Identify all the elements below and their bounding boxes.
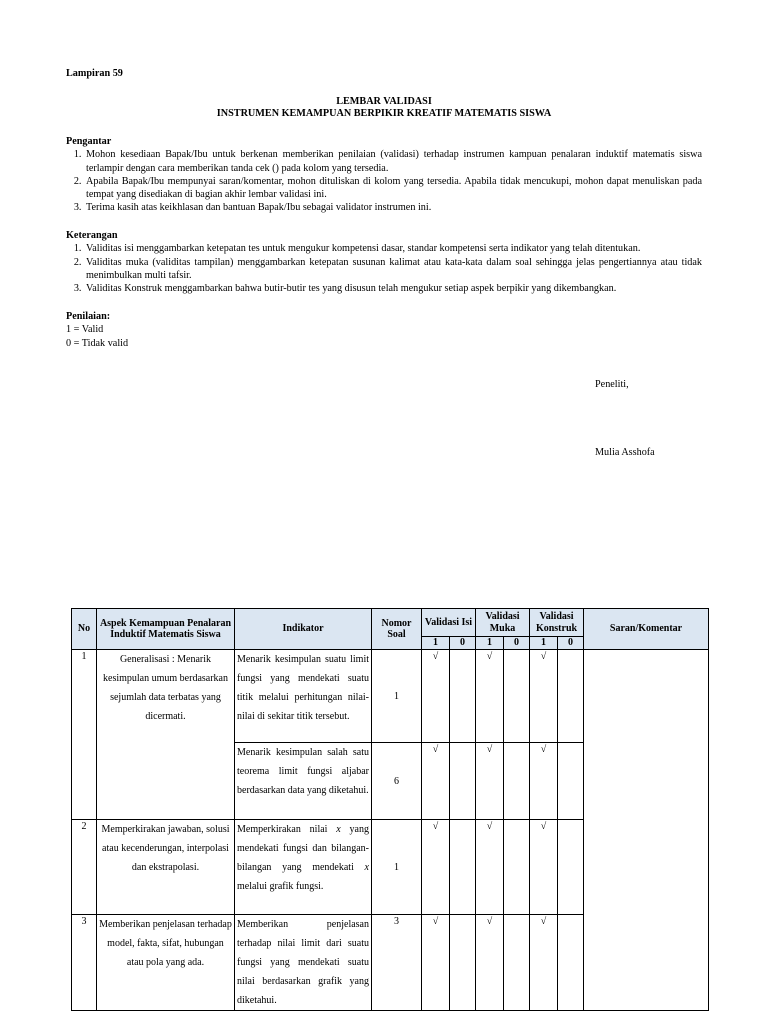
indikator-cell: Menarik kesimpulan salah satu teorema limit fungsi aljabar berdasarkan data yang diketahui. [235, 743, 372, 820]
aspek-cell: Memberikan penjelasan terhadap model, fakta, sifat, hubungan atau pola yang ada. [97, 915, 235, 1011]
row-number: 3 [72, 915, 97, 1011]
check-cell[interactable]: √ [476, 650, 504, 743]
header-score-0: 0 [450, 637, 476, 650]
header-validasi-isi: Validasi Isi [422, 609, 476, 637]
attachment-label: Lampiran 59 [66, 68, 123, 79]
variable-x: x [364, 862, 369, 873]
list-item: 1. Mohon kesediaan Bapak/Ibu untuk berkenan memberikan penilaian (validasi) terhadap instrumen kampuan penalaran induktif matematis siswa terlampir dengan cara memberikan tanda cek () pada kolom yang tersedia. [84, 148, 702, 175]
row-number: 1 [72, 650, 97, 820]
empty-cell[interactable] [504, 915, 530, 1011]
empty-cell[interactable] [504, 650, 530, 743]
row-number: 2 [72, 820, 97, 915]
nomor-soal-cell: 3 [372, 915, 422, 1011]
check-cell[interactable]: √ [530, 820, 558, 915]
nomor-soal-cell: 1 [372, 650, 422, 743]
pengantar-heading: Pengantar [66, 136, 112, 147]
header-aspek: Aspek Kemampuan Penalaran Induktif Matematis Siswa [97, 609, 235, 650]
empty-cell[interactable] [450, 650, 476, 743]
indikator-text: Memperkirakan nilai [237, 824, 337, 835]
nomor-soal-cell: 1 [372, 820, 422, 915]
header-score-0: 0 [558, 637, 584, 650]
header-validasi-konstruk: Validasi Konstruk [530, 609, 584, 637]
document-title: LEMBAR VALIDASI [336, 96, 432, 107]
table-row [72, 650, 709, 743]
validation-table [71, 608, 709, 1011]
header-score-1: 1 [476, 637, 504, 650]
check-cell[interactable]: √ [476, 820, 504, 915]
header-score-0: 0 [504, 637, 530, 650]
check-cell[interactable]: √ [476, 743, 504, 820]
empty-cell[interactable] [504, 820, 530, 915]
indikator-cell: Menarik kesimpulan suatu limit fungsi yang mendekati suatu titik melalui perhitungan nilai-nilai di sekitar titik tersebut. [235, 650, 372, 743]
check-cell[interactable]: √ [422, 743, 450, 820]
indikator-text: melalui grafik fungsi. [237, 881, 324, 892]
aspek-cell: Memperkirakan jawaban, solusi atau kecenderungan, interpolasi dan ekstrapolasi. [97, 820, 235, 915]
pengantar-section [66, 135, 702, 215]
check-cell[interactable]: √ [530, 915, 558, 1011]
check-cell[interactable]: √ [530, 650, 558, 743]
check-cell[interactable]: √ [422, 650, 450, 743]
nomor-soal-cell: 6 [372, 743, 422, 820]
list-item: 2. Validitas muka (validitas tampilan) menggambarkan ketepatan susunan kalimat atau kata-kata dalam soal sehingga jelas pengertiannya atau tidak menimbulkan multi tafsir. [84, 256, 702, 283]
indikator-cell: Memberikan penjelasan terhadap nilai limit dari suatu fungsi yang mendekati suatu nilai berdasarkan grafik yang diketahui. [235, 915, 372, 1011]
penilaian-section [66, 310, 702, 350]
keterangan-section [66, 229, 702, 295]
list-item: 1. Validitas isi menggambarkan ketepatan tes untuk mengukur kompetensi dasar, standar kompetensi serta indikator yang telah ditentukan. [84, 242, 702, 255]
header-score-1: 1 [530, 637, 558, 650]
check-cell[interactable]: √ [530, 743, 558, 820]
keterangan-heading: Keterangan [66, 230, 118, 241]
list-item: 3. Terima kasih atas keikhlasan dan bantuan Bapak/Ibu sebagai validator instrumen ini. [84, 201, 702, 214]
penilaian-heading: Penilaian: [66, 311, 111, 322]
header-no: No [72, 609, 97, 650]
empty-cell[interactable] [558, 743, 584, 820]
empty-cell[interactable] [558, 820, 584, 915]
document-subtitle: INSTRUMEN KEMAMPUAN BERPIKIR KREATIF MATEMATIS SISWA [216, 108, 552, 119]
empty-cell[interactable] [558, 915, 584, 1011]
variable-x: x [336, 824, 341, 835]
invalid-legend: 0 = Tidak valid [66, 337, 129, 349]
check-cell[interactable]: √ [476, 915, 504, 1011]
list-item: 2. Apabila Bapak/Ibu mempunyai saran/komentar, mohon dituliskan di kolom yang tersedia. Apabila tidak mencukupi, mohon dapat menuliskan pada tempat yang disediakan di bagian akhir lembar validasi ini. [84, 175, 702, 202]
empty-cell[interactable] [450, 915, 476, 1011]
pengantar-list [66, 148, 702, 214]
check-cell[interactable]: √ [422, 820, 450, 915]
indikator-cell [235, 820, 372, 915]
aspek-cell: Generalisasi : Menarik kesimpulan umum berdasarkan sejumlah data terbatas yang dicermati. [97, 650, 235, 820]
header-validasi-muka: Validasi Muka [476, 609, 530, 637]
keterangan-list [66, 242, 702, 295]
list-item: 3. Validitas Konstruk menggambarkan bahwa butir-butir tes yang disusun telah mengukur setiap aspek berpikir yang dikembangkan. [84, 282, 702, 295]
researcher-name: Mulia Asshofa [595, 447, 655, 458]
empty-cell[interactable] [450, 820, 476, 915]
empty-cell[interactable] [504, 743, 530, 820]
empty-cell[interactable] [558, 650, 584, 743]
researcher-label: Peneliti, [595, 379, 629, 390]
check-cell[interactable]: √ [422, 915, 450, 1011]
header-saran: Saran/Komentar [584, 609, 709, 650]
empty-cell[interactable] [450, 743, 476, 820]
valid-legend: 1 = Valid [66, 324, 104, 336]
indikator-text: yang mendekati fungsi dan bilangan-bilangan yang mendekati [237, 824, 369, 873]
header-score-1: 1 [422, 637, 450, 650]
saran-cell[interactable] [584, 650, 709, 1011]
header-indikator: Indikator [235, 609, 372, 650]
header-nomor-soal: Nomor Soal [372, 609, 422, 650]
